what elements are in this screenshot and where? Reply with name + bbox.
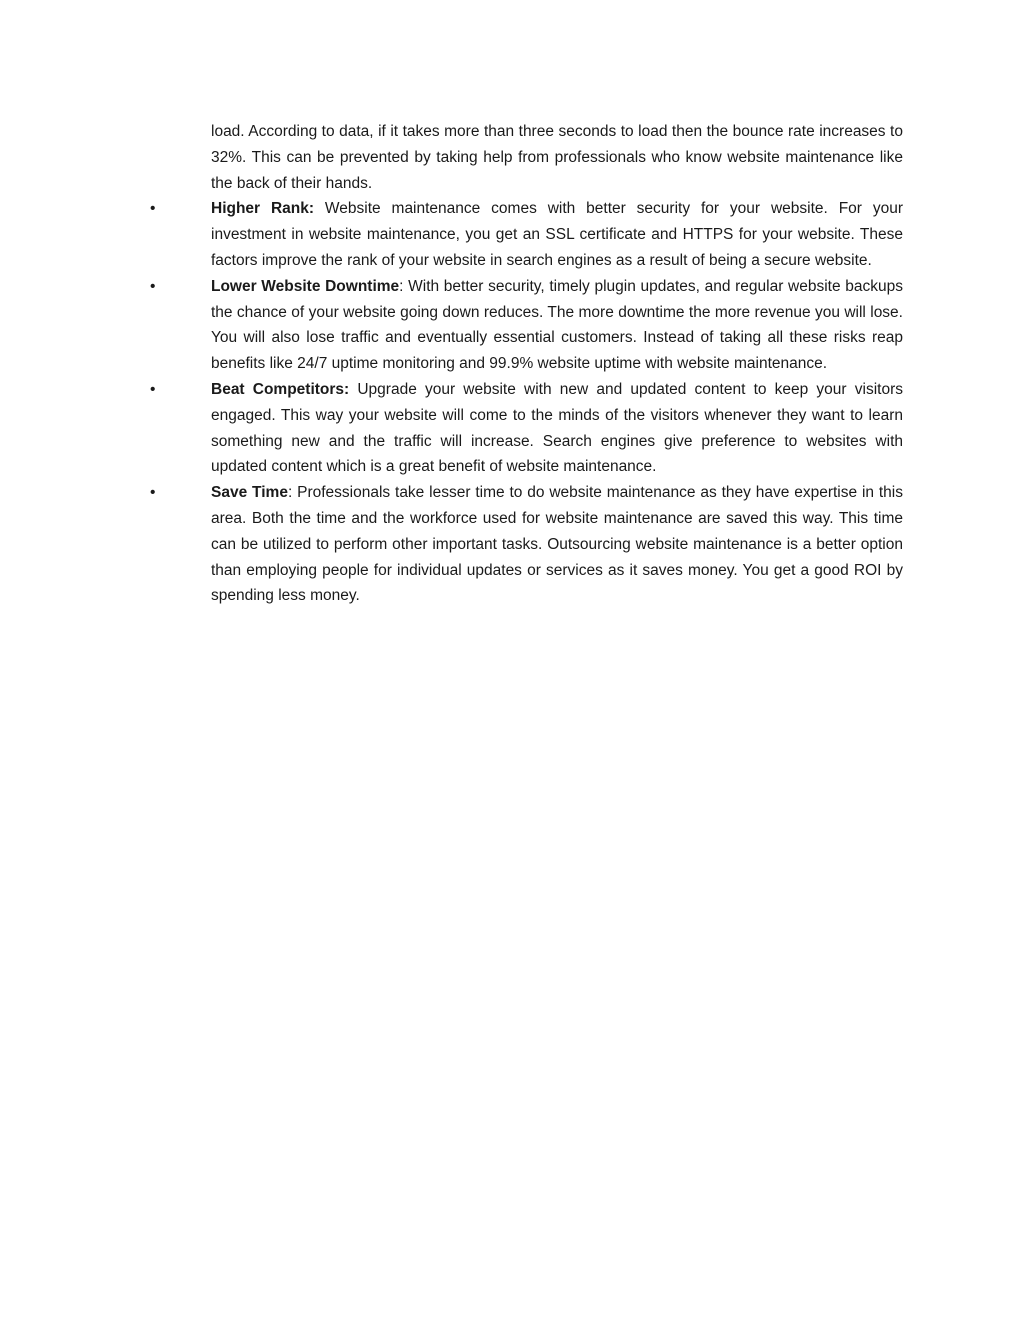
document-body (150, 119, 903, 609)
bullet-icon: • (150, 484, 156, 502)
list-item-term: Higher Rank: (211, 200, 315, 218)
list-item-text: Upgrade your website with new and updated content to keep your visitors engaged. This way your website will come to the minds of the visitors whenever they want to learn something new and the traffic will increase. Search engines give preference to websites with updated content which is a great benefit of website maintenance. (211, 380, 903, 476)
list-item-text: : With better security, timely plugin updates, and regular website backups the chance of your website going down reduces. The more downtime the more revenue you will lose. You will also lose traffic and eventually essential customers. Instead of taking all these risks reap benefits like 24/7 uptime monitoring and 99.9% website uptime with website maintenance. (211, 277, 903, 373)
bullet-icon: • (150, 380, 156, 398)
list-item-text: Website maintenance comes with better security for your website. For your investment in website maintenance, you get an SSL certificate and HTTPS for your website. These factors improve the rank of your website in search engines as a result of being a secure website. (211, 200, 903, 269)
bullet-icon: • (150, 277, 156, 295)
list-item-higher-rank (150, 196, 903, 273)
list-item-save-time (150, 480, 903, 609)
list-item-lower-website-downtime (150, 274, 903, 377)
list-item-term: Beat Competitors: (211, 380, 350, 398)
list-item-term: Save Time (211, 484, 288, 502)
intro-paragraph: load. According to data, if it takes more than three seconds to load then the bounce rate increases to 32%. This can be prevented by taking help from professionals who know website maintenance like the back of their hands. (211, 123, 903, 192)
list-item-text: : Professionals take lesser time to do website maintenance as they have expertise in this area. Both the time and the workforce used for website maintenance are saved this way. This time can be utilized to perform other important tasks. Outsourcing website maintenance is a better option than employing people for individual updates or services as it saves money. You get a good ROI by spending less money. (211, 484, 903, 605)
list-item-term: Lower Website Downtime (211, 277, 400, 295)
bullet-icon: • (150, 200, 156, 218)
list-item-beat-competitors (150, 377, 903, 480)
